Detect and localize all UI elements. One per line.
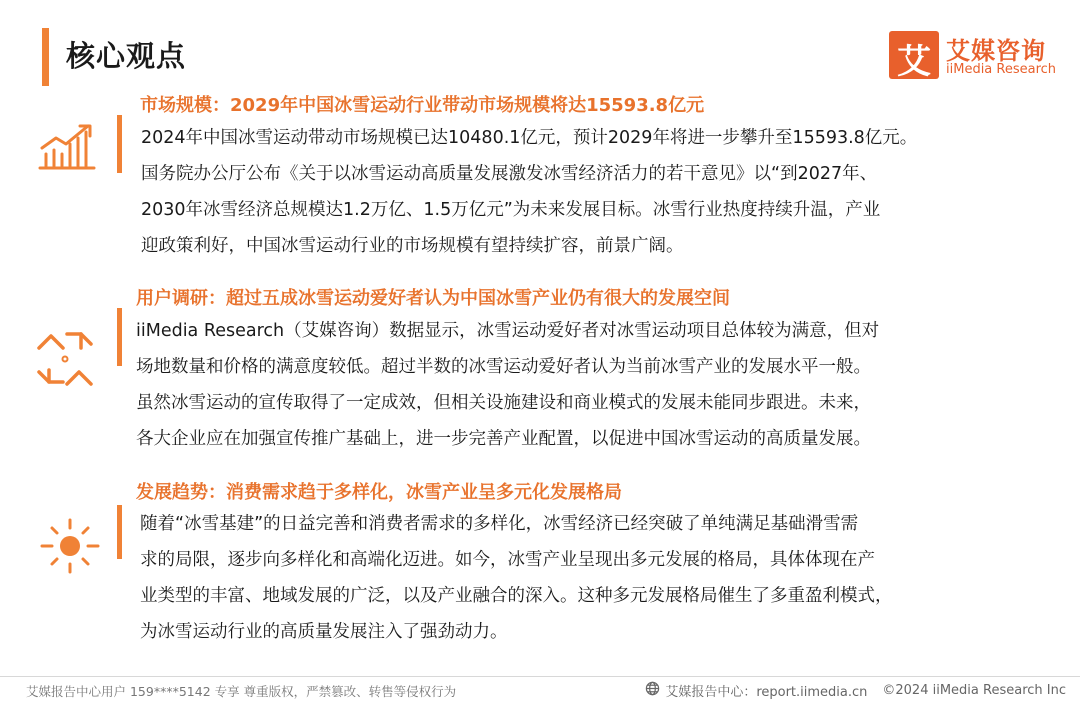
sun-icon [38, 516, 102, 580]
section-3-accent-bar [117, 505, 122, 559]
expand-arrows-icon [34, 330, 96, 394]
footer-copyright-notice: 艾媒报告中心用户 159****5142 专享 尊重版权，严禁篡改、转售等侵权行为 [26, 684, 457, 699]
footer-site-info [645, 681, 1066, 700]
logo-mark-char: 艾 [897, 42, 931, 82]
logo-mark [889, 31, 939, 82]
section-3-heading: 发展趋势：消费需求趋于多样化，冰雪产业呈多元化发展格局 [136, 482, 622, 503]
section-2-heading: 用户调研：超过五成冰雪运动爱好者认为中国冰雪产业仍有很大的发展空间 [136, 288, 730, 309]
section-3-body: 随着“冰雪基建”的日益完善和消费者需求的多样化，冰雪经济已经突破了单纯满足基础滑雪需 求的局限，逐步向多样化和高端化迈进。如今，冰雪产业呈现出多元发展的格局，具体体现在产 业类型的丰富、地域发展的广泛，以及产业融合的深入。这种多元发展格局催生了多重盈利模式， 为冰雪运动行业的高质量发展注入了强劲动力。 [140, 514, 893, 642]
footer-site-link[interactable]: 艾媒报告中心：report.iimedia.cn [665, 685, 868, 700]
section-1-body: 2024年中国冰雪运动带动市场规模已达10480.1亿元，预计2029年将进一步攀升至15593.8亿元。 国务院办公厅公布《关于以冰雪运动高质量发展激发冰雪经济活力的若干意见》以“到2027年、 2030年冰雪经济总规模达1.2万亿、1.5万亿元”为未来发展目标。冰雪行业热度持续升温，产业 迎政策利好，中国冰雪运动行业的市场规模有望持续扩容，前景广阔。 [141, 128, 918, 256]
growth-chart-icon [36, 120, 98, 178]
iimedia-logo [889, 31, 1061, 81]
title-accent-bar [42, 28, 49, 86]
section-1-heading: 市场规模：2029年中国冰雪运动行业带动市场规模将达15593.8亿元 [140, 95, 705, 116]
globe-icon [645, 681, 660, 700]
logo-name-cn: 艾媒咨询 [946, 37, 1046, 65]
footer-divider [0, 676, 1080, 677]
section-1-accent-bar [117, 115, 122, 173]
page-title: 核心观点 [66, 39, 187, 73]
section-2-accent-bar [117, 308, 122, 366]
section-2-body: iiMedia Research（艾媒咨询）数据显示，冰雪运动爱好者对冰雪运动项目总体较为满意，但对 场地数量和价格的满意度较低。超过半数的冰雪运动爱好者认为当前冰雪产业的发展水平一般。 虽然冰雪运动的宣传取得了一定成效，但相关设施建设和商业模式的发展未能同步跟进。未来， 各大企业应在加强宣传推广基础上，进一步完善产业配置，以促进中国冰雪运动的高质量发展。 [136, 321, 880, 449]
logo-name-en: iiMedia Research [946, 62, 1057, 77]
footer-copyright: ©2024 iiMedia Research Inc [882, 683, 1066, 698]
